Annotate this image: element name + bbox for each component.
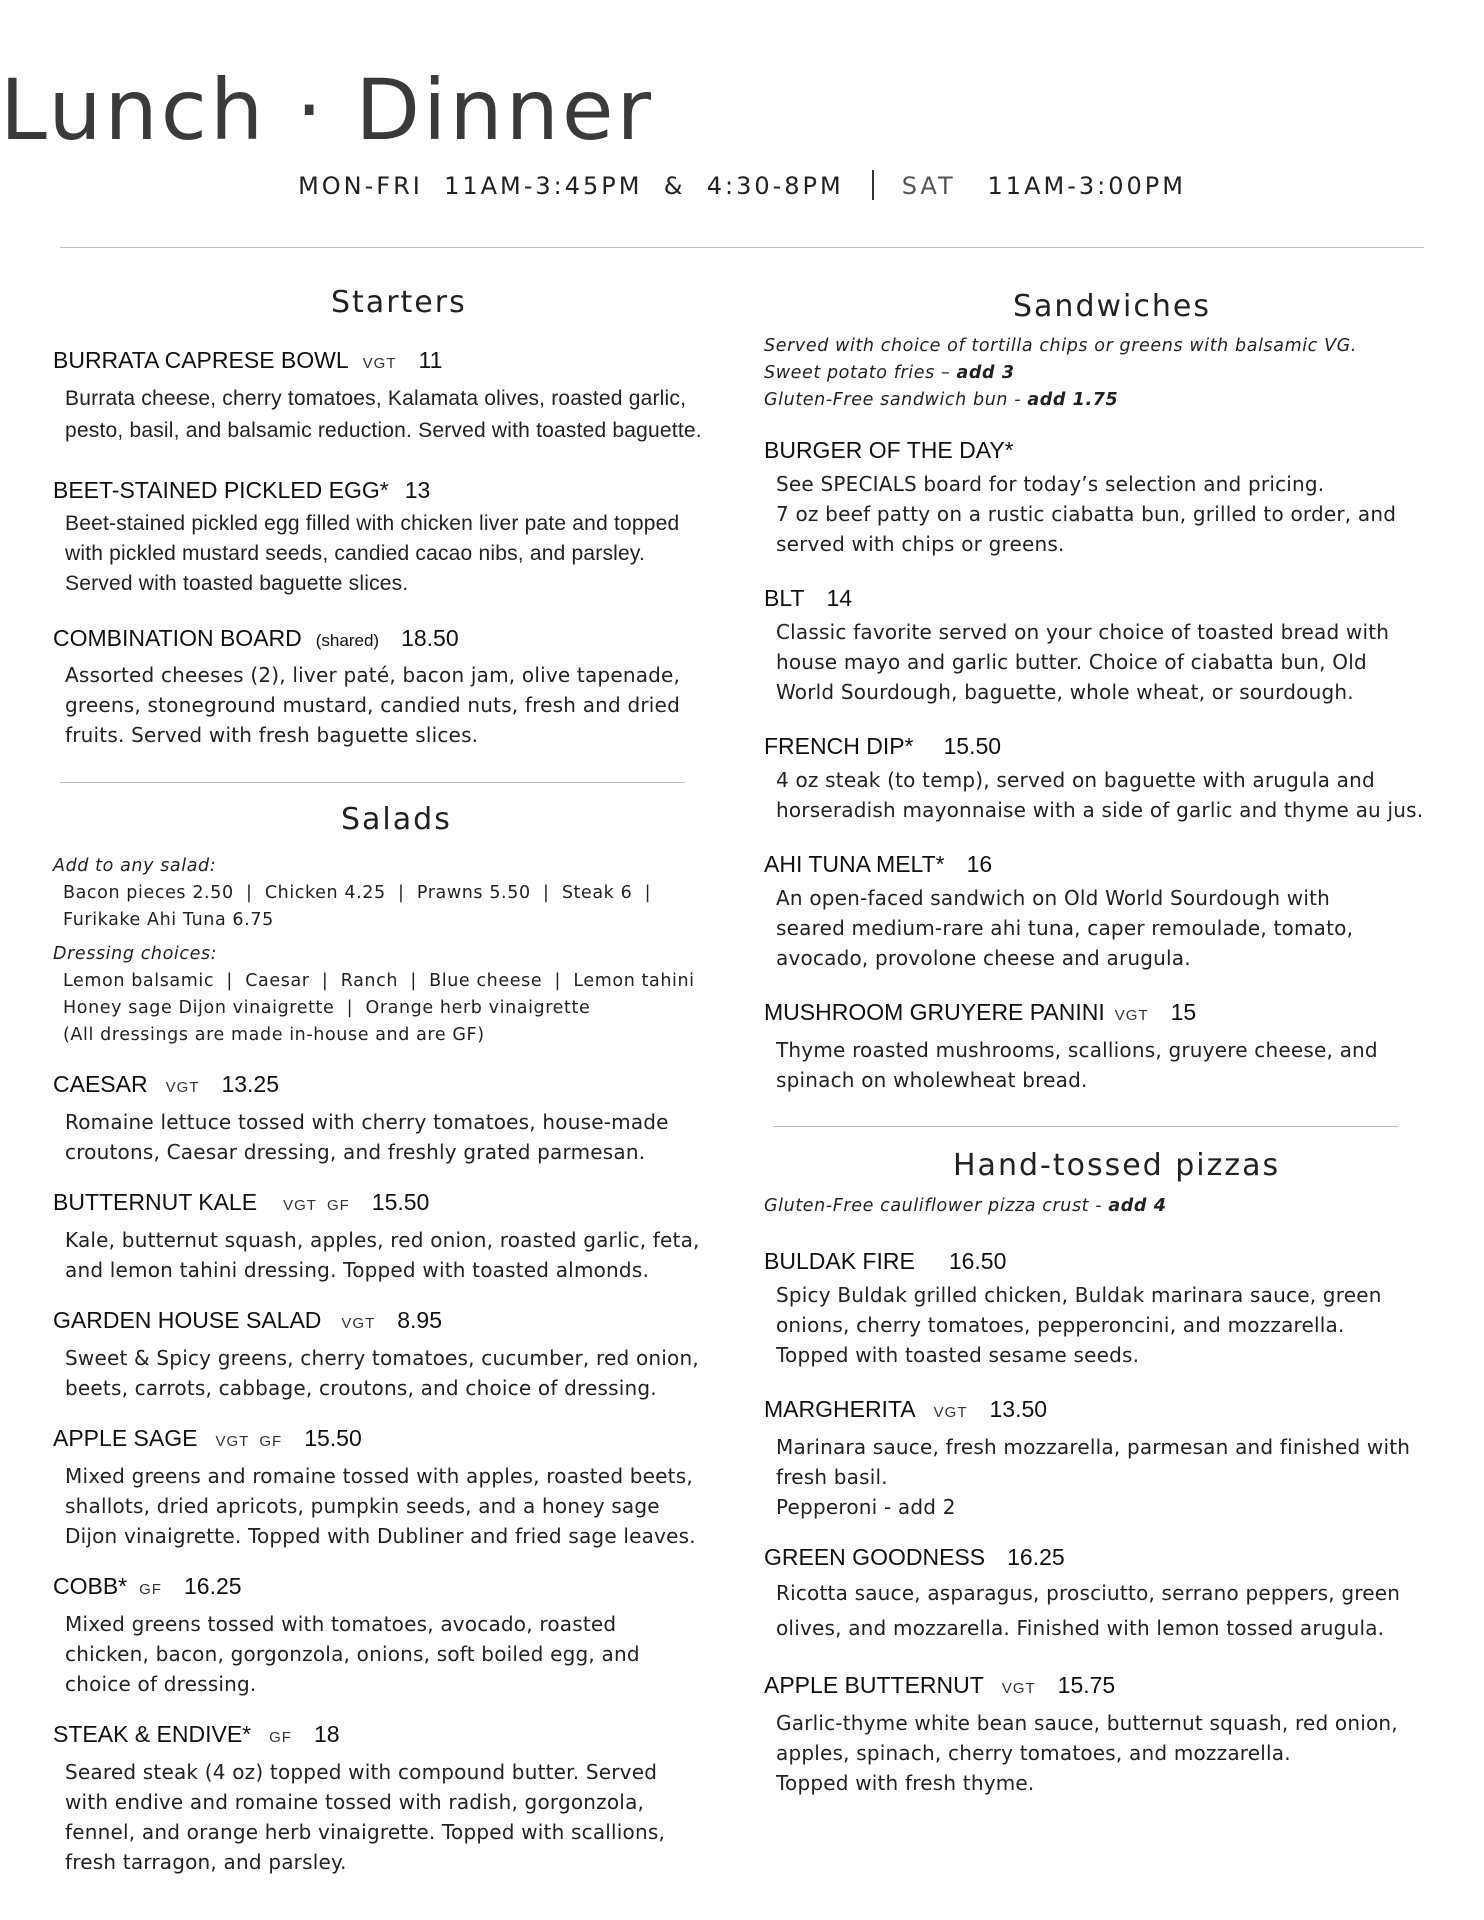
item-tag: VGT (341, 1315, 376, 1332)
item-description: Mixed greens tossed with tomatoes, avocado, roasted chicken, bacon, gorgonzola, onions, soft boiled egg, and choice of dressing. (65, 1612, 640, 1696)
item-price: 18 (313, 1721, 340, 1747)
hours-line (0, 170, 1484, 200)
item-price: 14 (826, 585, 853, 611)
item-description: Mixed greens and romaine tossed with apples, roasted beets, shallots, dried apricots, pumpkin seeds, and a honey sage Dijon vinaigrette. Topped with Dubliner and fried sage leaves. (65, 1464, 696, 1548)
menu-item (764, 1670, 1464, 1798)
item-description: Burrata cheese, cherry tomatoes, Kalamata olives, roasted garlic, pesto, basil, and balsamic reduction. Served with toasted baguette. (65, 387, 702, 442)
item-price: 16.50 (948, 1248, 1007, 1274)
item-price: 18.50 (401, 625, 459, 651)
weekday-hours: MON-FRI 11AM-3:45PM & 4:30-8PM (298, 172, 844, 200)
item-price: 15.50 (371, 1189, 430, 1215)
menu-item (764, 435, 1464, 559)
item-price: 16 (966, 851, 993, 877)
menu-item (53, 475, 733, 599)
item-price: 13 (404, 477, 431, 503)
item-name: COBB* (53, 1573, 128, 1599)
item-name: BEET-STAINED PICKLED EGG* (53, 477, 389, 503)
item-tag: VGT (1114, 1007, 1149, 1024)
item-price: 8.95 (397, 1307, 443, 1333)
item-tag: GF (139, 1581, 162, 1598)
menu-item (764, 1394, 1464, 1522)
item-description: Seared steak (4 oz) topped with compound butter. Served with endive and romaine tossed with radish, gorgonzola, fennel, and orange herb vinaigrette. Topped with scallions, fresh tarragon, and parsley. (65, 1760, 666, 1874)
menu-item (764, 849, 1464, 973)
item-description: Assorted cheeses (2), liver paté, bacon jam, olive tapenade, greens, stoneground mustard, candied nuts, fresh and dried fruits. Served with fresh baguette slices. (65, 663, 681, 747)
item-price: 16.25 (1007, 1544, 1065, 1570)
menu-item (53, 1305, 743, 1403)
item-name: BURRATA CAPRESE BOWL (53, 347, 349, 373)
item-name: GREEN GOODNESS (764, 1544, 986, 1570)
item-price: 16.25 (183, 1573, 242, 1599)
menu-item (53, 1571, 743, 1699)
item-name: BLT (764, 585, 805, 611)
item-tag: GF (269, 1729, 292, 1746)
item-description: Garlic-thyme white bean sauce, butternut squash, red onion, apples, spinach, cherry tomatoes, and mozzarella. Topped with fresh thyme. (776, 1711, 1398, 1795)
menu-item (53, 1187, 743, 1285)
item-description: Thyme roasted mushrooms, scallions, gruyere cheese, and spinach on wholewheat bread. (776, 1038, 1378, 1092)
sandwich-notes: Served with choice of tortilla chips or greens with balsamic VG. Sweet potato fries – add 3 Gluten-Free sandwich bun - add 1.75 (764, 336, 1357, 410)
item-name: MARGHERITA (764, 1396, 916, 1422)
section-title-starters: Starters (331, 285, 467, 320)
header-divider (60, 247, 1424, 248)
item-name: BURGER OF THE DAY* (764, 437, 1014, 463)
item-tag: VGT (1001, 1680, 1036, 1697)
item-name: BULDAK FIRE (764, 1248, 915, 1274)
saturday-hours: 11AM-3:00PM (987, 172, 1186, 200)
menu-item (764, 583, 1464, 707)
pizza-notes: Gluten-Free cauliflower pizza crust - add 4 (764, 1196, 1167, 1216)
dressing-label: Dressing choices: (53, 944, 218, 964)
item-price: 13.25 (221, 1071, 279, 1097)
menu-item (764, 731, 1464, 825)
item-name: AHI TUNA MELT* (764, 851, 945, 877)
hours-divider (872, 170, 874, 200)
menu-item (53, 623, 733, 750)
item-tag: VGT GF (283, 1197, 350, 1214)
menu-item (764, 1246, 1464, 1370)
menu-item (53, 1719, 743, 1877)
item-description: Marinara sauce, fresh mozzarella, parmesan and finished with fresh basil. Pepperoni - add 2 (776, 1435, 1411, 1519)
section-title-pizzas: Hand-tossed pizzas (953, 1148, 1281, 1183)
item-price: 15.50 (304, 1425, 362, 1451)
section-title-sandwiches: Sandwiches (1013, 289, 1211, 324)
item-name: APPLE BUTTERNUT (764, 1672, 984, 1698)
item-description: An open-faced sandwich on Old World Sourdough with seared medium-rare ahi tuna, caper remoulade, tomato, avocado, provolone cheese and arugula. (776, 886, 1354, 970)
section-title-salads: Salads (341, 802, 452, 837)
item-name: GARDEN HOUSE SALAD (53, 1307, 322, 1333)
saturday-label: SAT (901, 172, 956, 200)
item-price: 11 (418, 347, 443, 373)
item-description: Sweet & Spicy greens, cherry tomatoes, cucumber, red onion, beets, carrots, cabbage, croutons, and choice of dressing. (65, 1346, 699, 1400)
item-name: COMBINATION BOARD (53, 625, 302, 651)
item-tag: VGT (165, 1079, 200, 1096)
menu-item (53, 1423, 753, 1551)
item-tag: VGT GF (215, 1433, 283, 1450)
sandwiches-divider (773, 1126, 1398, 1127)
item-description: Kale, butternut squash, apples, red onion, roasted garlic, feta, and lemon tahini dressing. Topped with toasted almonds. (65, 1228, 700, 1282)
item-description: Romaine lettuce tossed with cherry tomatoes, house-made croutons, Caesar dressing, and freshly grated parmesan. (65, 1110, 669, 1164)
salad-addons: Add to any salad: Bacon pieces 2.50 | Chicken 4.25 | Prawns 5.50 | Steak 6 | Furikake Ahi Tuna 6.75 Dressing choices: Lemon balsamic | Caesar | Ranch | Blue cheese | Lemon tahini Honey sage Dijon vinaigrette | Orange herb vinaigrette (All dressings are made in-house and are GF) (53, 853, 753, 1049)
item-name: BUTTERNUT KALE (53, 1189, 258, 1215)
addons-label: Add to any salad: (53, 856, 217, 876)
menu-item (53, 345, 733, 447)
item-name: FRENCH DIP* (764, 733, 914, 759)
menu-item (764, 997, 1464, 1095)
item-name: CAESAR (53, 1071, 148, 1097)
starters-divider (60, 782, 685, 783)
item-name: MUSHROOM GRUYERE PANINI (764, 999, 1105, 1025)
item-name: STEAK & ENDIVE* (53, 1721, 252, 1747)
item-tag: VGT (362, 355, 397, 372)
item-price: 15.50 (943, 733, 1002, 759)
item-description: See SPECIALS board for today’s selection and pricing. 7 oz beef patty on a rustic ciabatta bun, grilled to order, and served with chips or greens. (776, 472, 1397, 556)
item-name: APPLE SAGE (53, 1425, 198, 1451)
item-tag: VGT (933, 1404, 968, 1421)
item-description: Spicy Buldak grilled chicken, Buldak marinara sauce, green onions, cherry tomatoes, pepperoncini, and mozzarella. Topped with toasted sesame seeds. (776, 1283, 1382, 1367)
item-price: 15 (1170, 999, 1197, 1025)
item-description: 4 oz steak (to temp), served on baguette with arugula and horseradish mayonnaise with a side of garlic and thyme au jus. (776, 768, 1424, 822)
item-price: 15.75 (1057, 1672, 1116, 1698)
menu-item (53, 1069, 743, 1167)
item-description: Ricotta sauce, asparagus, prosciutto, serrano peppers, green olives, and mozzarella. Finished with lemon tossed arugula. (776, 1581, 1401, 1640)
page-title: Lunch · Dinner (0, 61, 655, 159)
item-note: (shared) (315, 631, 380, 650)
item-description: Beet-stained pickled egg filled with chicken liver pate and topped with pickled mustard seeds, candied cacao nibs, and parsley. Served with toasted baguette slices. (65, 512, 680, 595)
item-description: Classic favorite served on your choice of toasted bread with house mayo and garlic butter. Choice of ciabatta bun, Old World Sourdough, baguette, whole wheat, or sourdough. (776, 620, 1390, 704)
item-price: 13.50 (989, 1396, 1048, 1422)
menu-item (764, 1542, 1464, 1646)
